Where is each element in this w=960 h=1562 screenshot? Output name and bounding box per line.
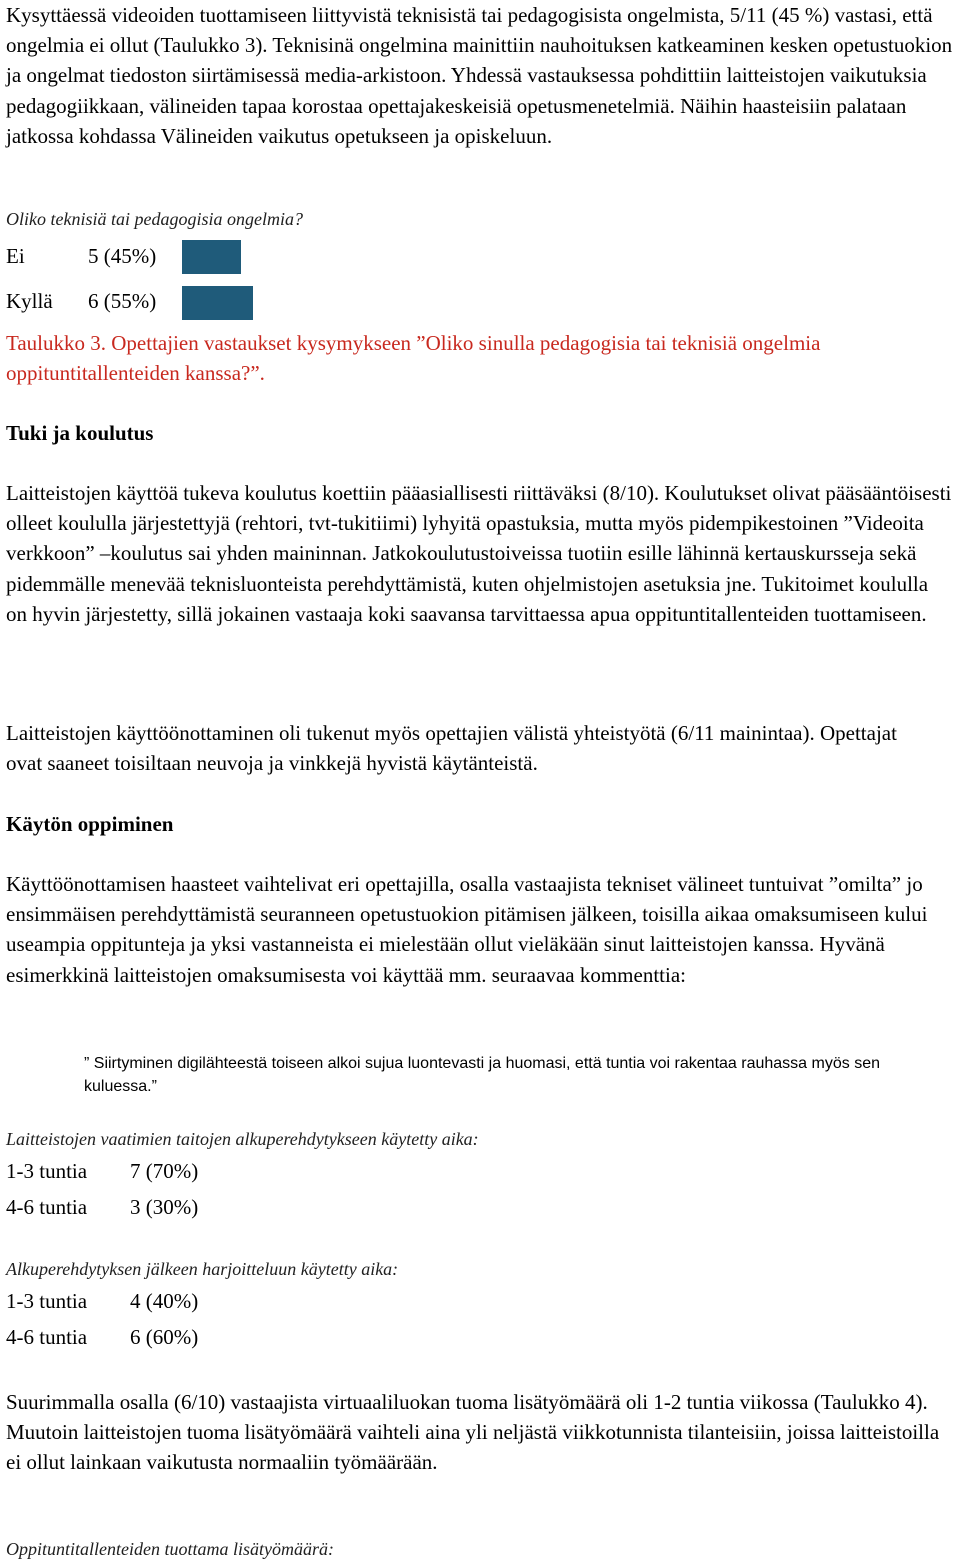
- survey1-row-value: 6 (55%): [88, 289, 157, 313]
- table-caption: Taulukko 3. Opettajien vastaukset kysymykseen ”Oliko sinulla pedagogisia tai teknisiä ongelmia oppituntitallenteiden kanssa?”.: [6, 331, 821, 385]
- survey2-row: [6, 1158, 198, 1184]
- survey2-question: Laitteistojen vaatimien taitojen alkuperehdytykseen käytetty aika:: [6, 1129, 479, 1149]
- survey3-question: Alkuperehdytyksen jälkeen harjoitteluun käytetty aika:: [6, 1259, 399, 1279]
- intro-paragraph: Kysyttäessä videoiden tuottamiseen liittyvistä teknisistä tai pedagogisista ongelmista, 5/11 (45 %) vastasi, että ongelmia ei ollut (Taulukko 3). Teknisinä ongelmina mainittiin nauhoituksen katkeaminen kesken opetustuokion ja ongelmat tiedoston siirtämisessä media-arkistoon. Yhdessä vastauksessa pohdittiin laitteistojen vaikutuksia pedagogiikkaan, välineiden tapaa korostaa opettajakeskeisiä opetusmenetelmiä. Näihin haasteisiin palataan jatkossa kohdassa Välineiden vaikutus opetukseen ja opiskeluun.: [6, 3, 953, 148]
- survey3-row-label: 4-6 tuntia: [6, 1325, 88, 1349]
- survey2-row-label: 1-3 tuntia: [6, 1159, 88, 1183]
- section-heading-tuki: Tuki ja koulutus: [6, 421, 154, 445]
- survey1-bar-kylla: [182, 286, 253, 320]
- survey3-row: [6, 1324, 198, 1350]
- survey1-bar-ei: [182, 240, 241, 274]
- survey2-row-value: 7 (70%): [130, 1159, 199, 1183]
- survey2-row-label: 4-6 tuntia: [6, 1195, 88, 1219]
- survey1-row-label: Ei: [6, 244, 25, 268]
- survey3-row: [6, 1288, 198, 1314]
- tuki-paragraph-2: Laitteistojen käyttöönottaminen oli tukenut myös opettajien välistä yhteistyötä (6/11 mainintaa). Opettajat ovat saaneet toisiltaan neuvoja ja vinkkejä hyvistä käytänteistä.: [6, 721, 897, 776]
- survey2-row-value: 3 (30%): [130, 1195, 199, 1219]
- survey2-row: [6, 1194, 198, 1220]
- quote-block: ” Siirtyminen digilähteestä toiseen alkoi sujua luontevasti ja huomasi, että tuntia voi rakentaa rauhassa myös sen kuluessa.”: [84, 1055, 880, 1095]
- survey1-row-value: 5 (45%): [88, 244, 157, 268]
- survey1-row-kylla: [6, 288, 156, 314]
- survey3-row-value: 6 (60%): [130, 1325, 199, 1349]
- survey3-row-label: 1-3 tuntia: [6, 1289, 88, 1313]
- kayton-paragraph-1: Käyttöönottamisen haasteet vaihtelivat eri opettajilla, osalla vastaajista tekniset välineet tuntuivat ”omilta” jo ensimmäisen perehdyttämistä seuranneen opetustuokion pitämisen jälkeen, toisilla aikaa omaksumiseen kului useampia oppitunteja ja yksi vastanneista ei mielestään ollut vieläkään sinut laitteistojen kanssa. Hyvänä esimerkkinä laitteistojen omaksumisesta voi käyttää mm. seuraavaa kommenttia:: [6, 872, 928, 987]
- section-heading-kayton: Käytön oppiminen: [6, 812, 174, 836]
- closing-question: Oppituntitallenteiden tuottama lisätyömäärä:: [6, 1539, 334, 1559]
- survey1-row-ei: [6, 243, 156, 269]
- survey1-question: Oliko teknisiä tai pedagogisia ongelmia?: [6, 209, 303, 229]
- closing-paragraph: Suurimmalla osalla (6/10) vastaajista virtuaaliluokan tuoma lisätyömäärä oli 1-2 tuntia viikossa (Taulukko 4). Muutoin laitteistojen tuoma lisätyömäärä vaihteli aina yli neljästä viikkotunnista tilanteisiin, joissa laitteistoilla ei ollut lainkaan vaikutusta normaaliin työmäärään.: [6, 1390, 940, 1475]
- survey1-row-label: Kyllä: [6, 289, 53, 313]
- tuki-paragraph-1: Laitteistojen käyttöä tukeva koulutus koettiin pääasiallisesti riittäväksi (8/10). Koulutukset olivat pääsääntöisesti olleet koululla järjestettyjä (rehtori, tvt-tukitiimi) lyhyitä opastuksia, mutta myös pidempikestoinen ”Videoita verkkoon” –koulutus sai yhden maininnan. Jatkokoulutustoiveissa tuotiin esille lähinnä kertauskursseja sekä pidemmälle menevää teknisluonteista perehdyttämistä, kuten ohjelmistojen asetuksia jne. Tukitoimet koululla on hyvin järjestetty, sillä jokainen vastaaja koki saavansa tarvittaessa apua oppituntitallenteiden tuottamiseen.: [6, 481, 952, 626]
- survey3-row-value: 4 (40%): [130, 1289, 199, 1313]
